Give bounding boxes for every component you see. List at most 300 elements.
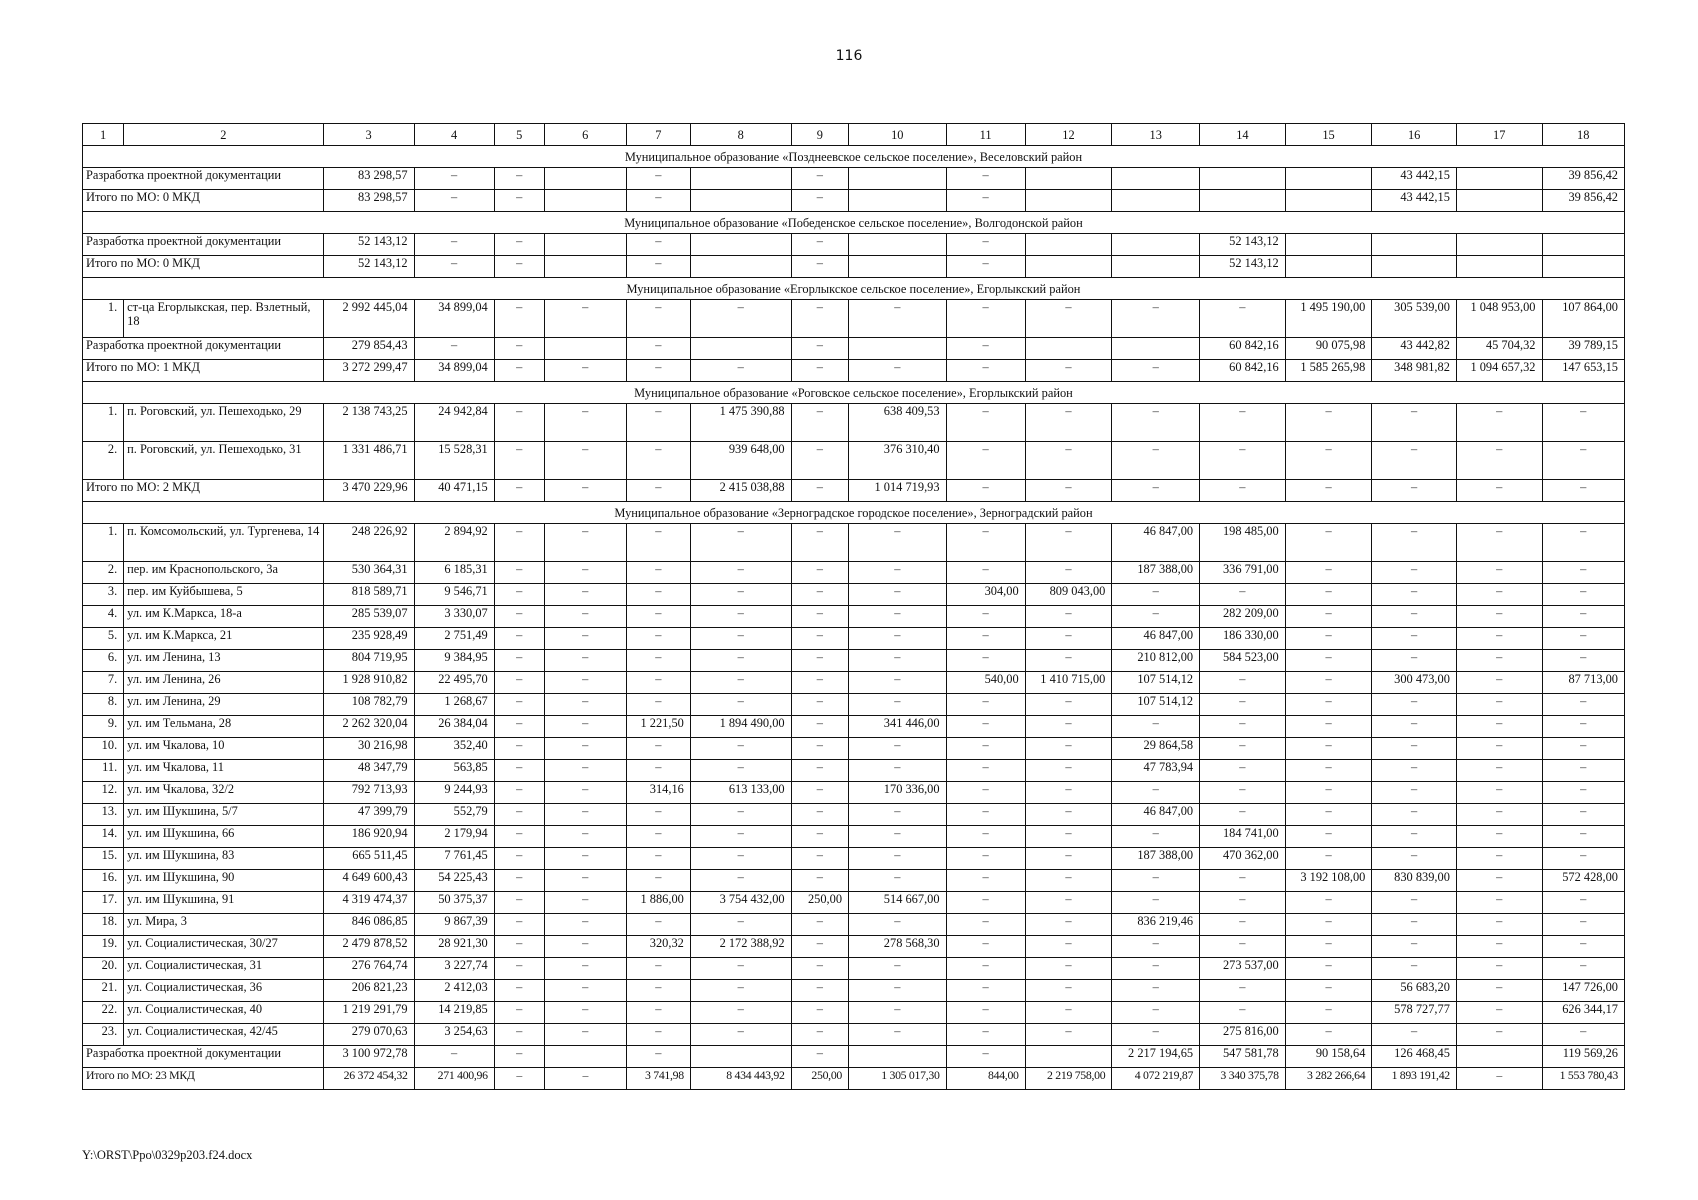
value-cell: –: [1025, 782, 1112, 804]
value-cell: 43 442,82: [1372, 338, 1457, 360]
value-cell: –: [690, 870, 791, 892]
row-number: 1.: [83, 300, 124, 338]
value-cell: –: [494, 256, 544, 278]
value-cell: –: [1112, 1002, 1200, 1024]
value-cell: –: [849, 672, 947, 694]
value-cell: –: [494, 870, 544, 892]
value-cell: –: [849, 694, 947, 716]
value-cell: –: [1372, 584, 1457, 606]
value-cell: 3 272 299,47: [323, 360, 414, 382]
value-cell: 29 864,58: [1112, 738, 1200, 760]
value-cell: 47 783,94: [1112, 760, 1200, 782]
column-header: 9: [791, 124, 848, 146]
value-cell: –: [494, 650, 544, 672]
value-cell: –: [494, 958, 544, 980]
value-cell: –: [1112, 606, 1200, 628]
value-cell: 304,00: [946, 584, 1025, 606]
value-cell: 320,32: [626, 936, 690, 958]
value-cell: –: [544, 562, 626, 584]
table-row: [83, 672, 1625, 694]
value-cell: –: [1372, 606, 1457, 628]
value-cell: –: [544, 848, 626, 870]
value-cell: –: [1542, 650, 1625, 672]
value-cell: [544, 338, 626, 360]
value-cell: 4 649 600,43: [323, 870, 414, 892]
section-title-row: [83, 382, 1625, 404]
table-header-row: [83, 124, 1625, 146]
value-cell: –: [849, 360, 947, 382]
value-cell: –: [1112, 870, 1200, 892]
value-cell: –: [1542, 584, 1625, 606]
page-number: 116: [835, 48, 863, 64]
table-row: [83, 892, 1625, 914]
value-cell: 578 727,77: [1372, 1002, 1457, 1024]
row-address: ул. им Чкалова, 11: [124, 760, 323, 782]
value-cell: 552,79: [414, 804, 494, 826]
value-cell: –: [1112, 1024, 1200, 1046]
table-row: [83, 338, 1625, 360]
value-cell: –: [791, 300, 848, 338]
value-cell: [849, 338, 947, 360]
value-cell: –: [1372, 958, 1457, 980]
row-address: ул. им Ленина, 26: [124, 672, 323, 694]
row-number: 22.: [83, 1002, 124, 1024]
value-cell: –: [544, 936, 626, 958]
value-cell: 83 298,57: [323, 190, 414, 212]
value-cell: 2 138 743,25: [323, 404, 414, 442]
value-cell: –: [1285, 562, 1372, 584]
value-cell: [1200, 190, 1286, 212]
value-cell: [849, 234, 947, 256]
value-cell: –: [494, 694, 544, 716]
column-header: 6: [544, 124, 626, 146]
row-number: 12.: [83, 782, 124, 804]
value-cell: 187 388,00: [1112, 562, 1200, 584]
value-cell: –: [849, 584, 947, 606]
value-cell: –: [1456, 716, 1542, 738]
value-cell: –: [1200, 782, 1286, 804]
value-cell: –: [849, 300, 947, 338]
value-cell: 147 653,15: [1542, 360, 1625, 382]
value-cell: –: [1372, 628, 1457, 650]
value-cell: –: [1025, 360, 1112, 382]
value-cell: –: [544, 914, 626, 936]
value-cell: –: [1025, 606, 1112, 628]
value-cell: –: [414, 256, 494, 278]
table-row: [83, 190, 1625, 212]
value-cell: 26 372 454,32: [323, 1068, 414, 1090]
value-cell: –: [626, 606, 690, 628]
table-row: [83, 562, 1625, 584]
column-header: 16: [1372, 124, 1457, 146]
table-row: [83, 584, 1625, 606]
table-row: [83, 694, 1625, 716]
value-cell: 15 528,31: [414, 442, 494, 480]
row-address: ул. им Тельмана, 28: [124, 716, 323, 738]
value-cell: –: [544, 716, 626, 738]
value-cell: –: [544, 980, 626, 1002]
value-cell: 30 216,98: [323, 738, 414, 760]
value-cell: –: [544, 360, 626, 382]
value-cell: –: [1372, 524, 1457, 562]
value-cell: –: [1456, 782, 1542, 804]
row-number: 20.: [83, 958, 124, 980]
value-cell: –: [690, 650, 791, 672]
value-cell: [1456, 234, 1542, 256]
value-cell: –: [494, 524, 544, 562]
table-row: [83, 826, 1625, 848]
table-row: [83, 1002, 1625, 1024]
value-cell: 3 340 375,78: [1200, 1068, 1286, 1090]
value-cell: 108 782,79: [323, 694, 414, 716]
row-address: ул. Социалистическая, 36: [124, 980, 323, 1002]
value-cell: –: [544, 524, 626, 562]
column-header: 17: [1456, 124, 1542, 146]
value-cell: 184 741,00: [1200, 826, 1286, 848]
value-cell: [690, 168, 791, 190]
value-cell: –: [1456, 694, 1542, 716]
value-cell: –: [1200, 804, 1286, 826]
table-row: [83, 168, 1625, 190]
value-cell: –: [1025, 958, 1112, 980]
value-cell: 7 761,45: [414, 848, 494, 870]
table-row: [83, 442, 1625, 480]
value-cell: –: [544, 870, 626, 892]
value-cell: –: [791, 958, 848, 980]
value-cell: –: [1025, 760, 1112, 782]
value-cell: –: [626, 870, 690, 892]
value-cell: 1 886,00: [626, 892, 690, 914]
value-cell: –: [494, 1046, 544, 1068]
value-cell: 250,00: [791, 1068, 848, 1090]
value-cell: 563,85: [414, 760, 494, 782]
value-cell: –: [946, 190, 1025, 212]
value-cell: 939 648,00: [690, 442, 791, 480]
value-cell: –: [626, 694, 690, 716]
value-cell: –: [1456, 404, 1542, 442]
value-cell: 54 225,43: [414, 870, 494, 892]
value-cell: 4 072 219,87: [1112, 1068, 1200, 1090]
value-cell: –: [1542, 562, 1625, 584]
value-cell: –: [414, 234, 494, 256]
value-cell: –: [1456, 1068, 1542, 1090]
value-cell: 348 981,82: [1372, 360, 1457, 382]
value-cell: 2 479 878,52: [323, 936, 414, 958]
value-cell: –: [1025, 980, 1112, 1002]
value-cell: 376 310,40: [849, 442, 947, 480]
column-header: 4: [414, 124, 494, 146]
value-cell: –: [544, 804, 626, 826]
value-cell: –: [1112, 826, 1200, 848]
value-cell: –: [544, 628, 626, 650]
value-cell: –: [1200, 892, 1286, 914]
value-cell: –: [946, 1024, 1025, 1046]
value-cell: –: [626, 190, 690, 212]
value-cell: 9 867,39: [414, 914, 494, 936]
value-cell: 809 043,00: [1025, 584, 1112, 606]
row-number: 23.: [83, 1024, 124, 1046]
value-cell: –: [626, 804, 690, 826]
value-cell: [1542, 256, 1625, 278]
value-cell: –: [1456, 628, 1542, 650]
value-cell: 107 514,12: [1112, 694, 1200, 716]
value-cell: –: [946, 300, 1025, 338]
value-cell: –: [690, 628, 791, 650]
value-cell: –: [946, 606, 1025, 628]
value-cell: 3 100 972,78: [323, 1046, 414, 1068]
value-cell: 45 704,32: [1456, 338, 1542, 360]
value-cell: –: [1285, 606, 1372, 628]
value-cell: –: [494, 628, 544, 650]
value-cell: –: [414, 338, 494, 360]
value-cell: –: [626, 300, 690, 338]
value-cell: –: [1200, 694, 1286, 716]
value-cell: 3 254,63: [414, 1024, 494, 1046]
column-header: 3: [323, 124, 414, 146]
value-cell: 39 789,15: [1542, 338, 1625, 360]
value-cell: 235 928,49: [323, 628, 414, 650]
value-cell: –: [1285, 404, 1372, 442]
value-cell: –: [1456, 804, 1542, 826]
value-cell: 22 495,70: [414, 672, 494, 694]
value-cell: 39 856,42: [1542, 168, 1625, 190]
value-cell: –: [849, 1024, 947, 1046]
value-cell: 3 741,98: [626, 1068, 690, 1090]
row-address: ул. им Ленина, 13: [124, 650, 323, 672]
value-cell: –: [791, 168, 848, 190]
value-cell: –: [1372, 650, 1457, 672]
column-header: 13: [1112, 124, 1200, 146]
value-cell: 613 133,00: [690, 782, 791, 804]
value-cell: –: [1456, 848, 1542, 870]
value-cell: –: [1285, 524, 1372, 562]
column-header: 2: [124, 124, 323, 146]
section-title: Муниципальное образование «Победенское сельское поселение», Волгодонской район: [83, 212, 1625, 234]
value-cell: –: [1025, 738, 1112, 760]
value-cell: –: [1372, 826, 1457, 848]
value-cell: 273 537,00: [1200, 958, 1286, 980]
row-number: 2.: [83, 442, 124, 480]
value-cell: –: [1285, 1002, 1372, 1024]
column-header: 10: [849, 124, 947, 146]
value-cell: –: [690, 1024, 791, 1046]
value-cell: –: [544, 1024, 626, 1046]
value-cell: –: [1456, 826, 1542, 848]
value-cell: –: [946, 848, 1025, 870]
value-cell: 47 399,79: [323, 804, 414, 826]
value-cell: –: [1456, 760, 1542, 782]
value-cell: –: [544, 650, 626, 672]
value-cell: 530 364,31: [323, 562, 414, 584]
value-cell: 170 336,00: [849, 782, 947, 804]
value-cell: –: [1285, 442, 1372, 480]
value-cell: –: [791, 442, 848, 480]
table-row: [83, 804, 1625, 826]
value-cell: 341 446,00: [849, 716, 947, 738]
value-cell: 187 388,00: [1112, 848, 1200, 870]
value-cell: 1 410 715,00: [1025, 672, 1112, 694]
value-cell: –: [626, 1024, 690, 1046]
value-cell: –: [1025, 892, 1112, 914]
value-cell: –: [849, 738, 947, 760]
value-cell: –: [1285, 892, 1372, 914]
value-cell: –: [494, 804, 544, 826]
row-address: ул. Социалистическая, 31: [124, 958, 323, 980]
value-cell: –: [626, 1002, 690, 1024]
value-cell: 52 143,12: [1200, 256, 1286, 278]
value-cell: 39 856,42: [1542, 190, 1625, 212]
value-cell: 126 468,45: [1372, 1046, 1457, 1068]
value-cell: –: [1112, 360, 1200, 382]
value-cell: –: [626, 256, 690, 278]
table-row: [83, 1024, 1625, 1046]
value-cell: –: [946, 782, 1025, 804]
footer-path: Y:\ORST\Ppo\0329p203.f24.docx: [82, 1148, 253, 1162]
table-row: [83, 782, 1625, 804]
value-cell: –: [1456, 650, 1542, 672]
table-row: [83, 628, 1625, 650]
value-cell: –: [849, 848, 947, 870]
value-cell: –: [494, 1024, 544, 1046]
value-cell: –: [946, 628, 1025, 650]
value-cell: 336 791,00: [1200, 562, 1286, 584]
value-cell: –: [849, 980, 947, 1002]
row-address: ул. Социалистическая, 30/27: [124, 936, 323, 958]
value-cell: –: [1025, 524, 1112, 562]
value-cell: –: [946, 804, 1025, 826]
value-cell: [544, 234, 626, 256]
value-cell: –: [1456, 870, 1542, 892]
row-address: ул. им Чкалова, 10: [124, 738, 323, 760]
value-cell: 279 854,43: [323, 338, 414, 360]
value-cell: –: [494, 892, 544, 914]
value-cell: 186 330,00: [1200, 628, 1286, 650]
row-address: ул. им Шукшина, 66: [124, 826, 323, 848]
row-label: Итого по МО: 2 МКД: [83, 480, 324, 502]
row-number: 10.: [83, 738, 124, 760]
value-cell: –: [1112, 300, 1200, 338]
value-cell: –: [1456, 562, 1542, 584]
table-row: [83, 716, 1625, 738]
value-cell: –: [494, 168, 544, 190]
value-cell: –: [791, 190, 848, 212]
budget-table: [82, 123, 1625, 1090]
value-cell: [1112, 338, 1200, 360]
row-address: ул. им К.Маркса, 21: [124, 628, 323, 650]
value-cell: 3 282 266,64: [1285, 1068, 1372, 1090]
value-cell: [1112, 256, 1200, 278]
value-cell: 2 412,03: [414, 980, 494, 1002]
value-cell: –: [791, 404, 848, 442]
value-cell: –: [1456, 1002, 1542, 1024]
row-label: Разработка проектной документации: [83, 338, 324, 360]
value-cell: –: [494, 980, 544, 1002]
value-cell: –: [1456, 606, 1542, 628]
value-cell: –: [791, 826, 848, 848]
value-cell: –: [1285, 760, 1372, 782]
row-number: 19.: [83, 936, 124, 958]
table-row: [83, 300, 1625, 338]
table-row: [83, 1068, 1625, 1090]
value-cell: [1200, 168, 1286, 190]
value-cell: –: [494, 360, 544, 382]
value-cell: –: [690, 760, 791, 782]
value-cell: –: [791, 1046, 848, 1068]
column-header: 12: [1025, 124, 1112, 146]
row-number: 2.: [83, 562, 124, 584]
section-title: Муниципальное образование «Позднеевское сельское поселение», Веселовский район: [83, 146, 1625, 168]
value-cell: –: [1025, 562, 1112, 584]
value-cell: –: [626, 524, 690, 562]
column-header: 18: [1542, 124, 1625, 146]
value-cell: –: [1285, 716, 1372, 738]
value-cell: [544, 168, 626, 190]
value-cell: –: [1112, 892, 1200, 914]
row-address: п. Роговский, ул. Пешеходько, 29: [124, 404, 323, 442]
value-cell: 1 305 017,30: [849, 1068, 947, 1090]
value-cell: –: [946, 360, 1025, 382]
value-cell: [1025, 234, 1112, 256]
value-cell: –: [494, 716, 544, 738]
value-cell: 119 569,26: [1542, 1046, 1625, 1068]
value-cell: –: [1456, 480, 1542, 502]
value-cell: 792 713,93: [323, 782, 414, 804]
table-row: [83, 360, 1625, 382]
value-cell: 300 473,00: [1372, 672, 1457, 694]
row-number: 17.: [83, 892, 124, 914]
value-cell: –: [626, 760, 690, 782]
value-cell: –: [946, 870, 1025, 892]
value-cell: –: [626, 1046, 690, 1068]
value-cell: –: [1285, 936, 1372, 958]
value-cell: –: [1200, 716, 1286, 738]
value-cell: 830 839,00: [1372, 870, 1457, 892]
value-cell: 46 847,00: [1112, 804, 1200, 826]
value-cell: –: [626, 404, 690, 442]
value-cell: 547 581,78: [1200, 1046, 1286, 1068]
value-cell: 26 384,04: [414, 716, 494, 738]
value-cell: –: [791, 848, 848, 870]
value-cell: 43 442,15: [1372, 190, 1457, 212]
value-cell: 3 227,74: [414, 958, 494, 980]
value-cell: –: [626, 442, 690, 480]
value-cell: –: [849, 958, 947, 980]
value-cell: –: [1542, 524, 1625, 562]
value-cell: –: [690, 562, 791, 584]
value-cell: –: [1025, 1002, 1112, 1024]
value-cell: –: [1285, 480, 1372, 502]
row-address: п. Роговский, ул. Пешеходько, 31: [124, 442, 323, 480]
value-cell: –: [626, 672, 690, 694]
value-cell: –: [494, 190, 544, 212]
value-cell: –: [1542, 738, 1625, 760]
value-cell: –: [1285, 848, 1372, 870]
value-cell: –: [1112, 936, 1200, 958]
value-cell: 52 143,12: [1200, 234, 1286, 256]
value-cell: –: [1025, 628, 1112, 650]
value-cell: –: [494, 480, 544, 502]
value-cell: –: [1200, 914, 1286, 936]
value-cell: –: [690, 694, 791, 716]
value-cell: –: [1542, 914, 1625, 936]
value-cell: 470 362,00: [1200, 848, 1286, 870]
value-cell: –: [1285, 694, 1372, 716]
value-cell: 107 864,00: [1542, 300, 1625, 338]
value-cell: 90 075,98: [1285, 338, 1372, 360]
row-label: Итого по МО: 1 МКД: [83, 360, 324, 382]
row-number: 16.: [83, 870, 124, 892]
value-cell: –: [626, 480, 690, 502]
